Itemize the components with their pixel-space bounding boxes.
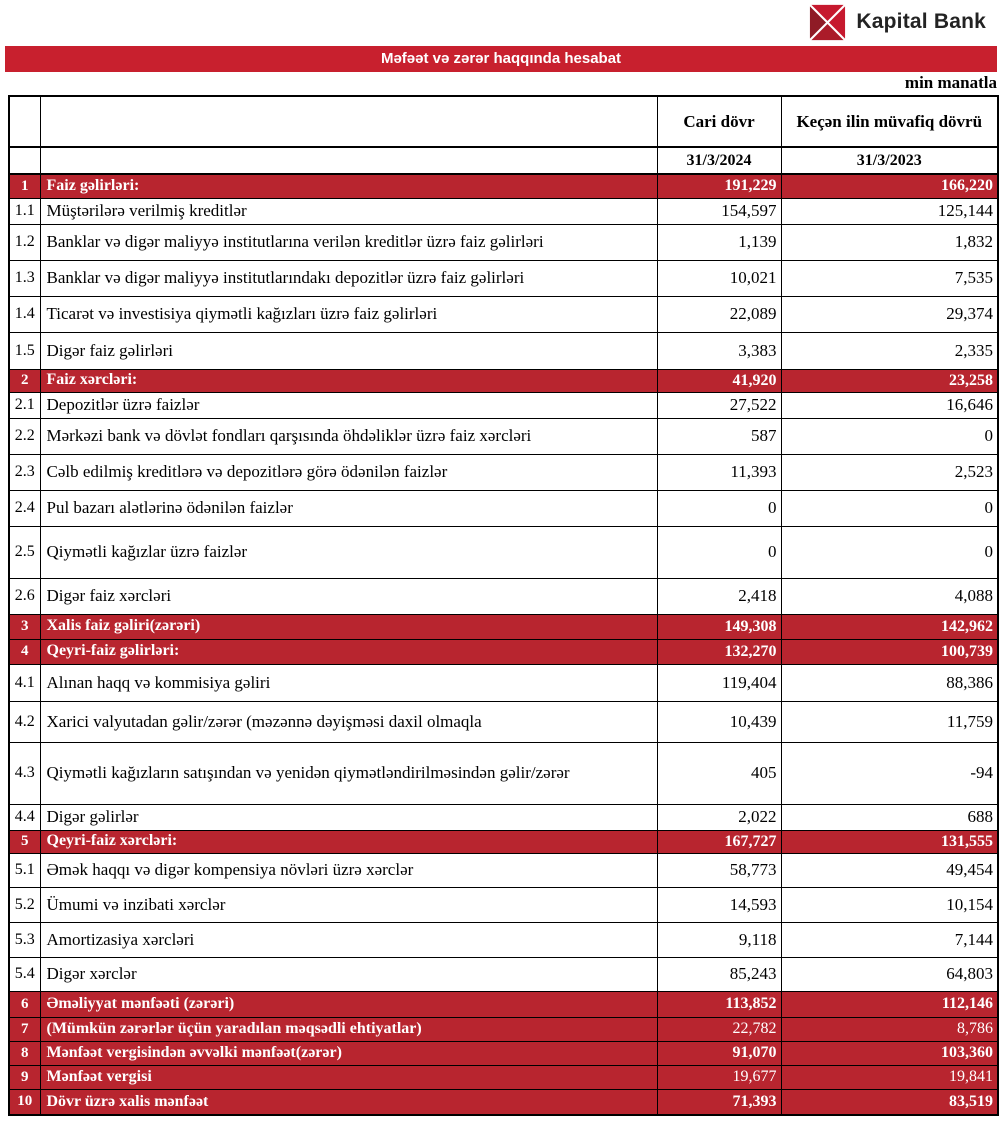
item-row <box>9 454 998 490</box>
value-previous: -94 <box>781 742 998 804</box>
item-row <box>9 392 998 418</box>
kapital-bank-logo-text: Kapital Bank <box>856 10 986 33</box>
value-previous: 100,739 <box>781 639 998 664</box>
value-current: 167,727 <box>657 830 781 853</box>
row-label: Pul bazarı alətlərinə ödənilən faizlər <box>40 490 657 526</box>
row-number: 8 <box>9 1041 40 1065</box>
row-number: 2.4 <box>9 490 40 526</box>
value-previous: 64,803 <box>781 957 998 991</box>
row-label: Amortizasiya xərcləri <box>40 922 657 957</box>
row-number: 1.5 <box>9 332 40 369</box>
row-label: Qiymətli kağızların satışından və yenidən qiymətləndirilməsindən gəlir/zərər <box>40 742 657 804</box>
item-row <box>9 887 998 922</box>
row-number: 4.1 <box>9 664 40 701</box>
row-number: 5.1 <box>9 853 40 887</box>
value-current: 149,308 <box>657 614 781 639</box>
row-label: Ticarət və investisiya qiymətli kağızları üzrə faiz gəlirləri <box>40 296 657 332</box>
value-previous: 142,962 <box>781 614 998 639</box>
value-current: 154,597 <box>657 198 781 224</box>
row-label: Digər gəlirlər <box>40 804 657 830</box>
value-previous: 131,555 <box>781 830 998 853</box>
value-current: 14,593 <box>657 887 781 922</box>
section-row <box>9 1041 998 1065</box>
value-current: 3,383 <box>657 332 781 369</box>
row-number: 2.6 <box>9 578 40 614</box>
value-current: 119,404 <box>657 664 781 701</box>
value-current: 113,852 <box>657 991 781 1017</box>
item-row <box>9 332 998 369</box>
row-number: 2.3 <box>9 454 40 490</box>
previous-period-header: Keçən ilin müvafiq dövrü <box>781 96 998 147</box>
corner-cell-empty <box>9 147 40 174</box>
row-number: 2.5 <box>9 526 40 578</box>
section-row <box>9 1089 998 1115</box>
section-row <box>9 639 998 664</box>
description-header-empty <box>40 96 657 147</box>
value-previous: 83,519 <box>781 1089 998 1115</box>
row-number: 4 <box>9 639 40 664</box>
value-current: 10,021 <box>657 260 781 296</box>
kapital-bank-logo-icon <box>809 4 846 41</box>
row-label: Əməliyyat mənfəəti (zərəri) <box>40 991 657 1017</box>
value-current: 9,118 <box>657 922 781 957</box>
item-row <box>9 260 998 296</box>
row-label: Banklar və digər maliyyə institutlarındakı depozitlər üzrə faiz gəlirləri <box>40 260 657 296</box>
row-number: 2.1 <box>9 392 40 418</box>
row-number: 4.2 <box>9 701 40 742</box>
row-label: Cəlb edilmiş kreditlərə və depozitlərə görə ödənilən faizlər <box>40 454 657 490</box>
row-number: 9 <box>9 1065 40 1089</box>
row-number: 4.4 <box>9 804 40 830</box>
row-label: Alınan haqq və kommisiya gəliri <box>40 664 657 701</box>
row-number: 1.4 <box>9 296 40 332</box>
date-header-row <box>9 147 998 174</box>
row-label: Xalis faiz gəliri(zərəri) <box>40 614 657 639</box>
current-period-header: Cari dövr <box>657 96 781 147</box>
value-previous: 23,258 <box>781 369 998 392</box>
section-row <box>9 1065 998 1089</box>
item-row <box>9 957 998 991</box>
row-label: Mənfəət vergisi <box>40 1065 657 1089</box>
value-previous: 125,144 <box>781 198 998 224</box>
section-row <box>9 1017 998 1041</box>
row-label: Faiz gəlirləri: <box>40 174 657 198</box>
value-current: 22,782 <box>657 1017 781 1041</box>
row-label: Dövr üzrə xalis mənfəət <box>40 1089 657 1115</box>
value-current: 41,920 <box>657 369 781 392</box>
value-current: 2,022 <box>657 804 781 830</box>
row-label: Ümumi və inzibati xərclər <box>40 887 657 922</box>
section-row <box>9 991 998 1017</box>
row-label: Qeyri-faiz xərcləri: <box>40 830 657 853</box>
row-number: 5.2 <box>9 887 40 922</box>
value-current: 85,243 <box>657 957 781 991</box>
value-current: 0 <box>657 490 781 526</box>
item-row <box>9 418 998 454</box>
row-number: 6 <box>9 991 40 1017</box>
row-number: 10 <box>9 1089 40 1115</box>
item-row <box>9 526 998 578</box>
row-label: Qeyri-faiz gəlirləri: <box>40 639 657 664</box>
row-number: 5.3 <box>9 922 40 957</box>
value-previous: 2,335 <box>781 332 998 369</box>
value-previous: 10,154 <box>781 887 998 922</box>
row-label: Faiz xərcləri: <box>40 369 657 392</box>
value-previous: 2,523 <box>781 454 998 490</box>
row-number: 1 <box>9 174 40 198</box>
section-row <box>9 830 998 853</box>
value-current: 58,773 <box>657 853 781 887</box>
value-previous: 19,841 <box>781 1065 998 1089</box>
row-label: Xarici valyutadan gəlir/zərər (məzənnə dəyişməsi daxil olmaqla <box>40 701 657 742</box>
item-row <box>9 742 998 804</box>
item-row <box>9 578 998 614</box>
row-number: 7 <box>9 1017 40 1041</box>
value-current: 2,418 <box>657 578 781 614</box>
row-number: 2 <box>9 369 40 392</box>
value-current: 132,270 <box>657 639 781 664</box>
value-previous: 688 <box>781 804 998 830</box>
section-row <box>9 369 998 392</box>
value-previous: 49,454 <box>781 853 998 887</box>
row-number: 2.2 <box>9 418 40 454</box>
value-previous: 8,786 <box>781 1017 998 1041</box>
value-previous: 29,374 <box>781 296 998 332</box>
value-previous: 166,220 <box>781 174 998 198</box>
current-period-date: 31/3/2024 <box>657 147 781 174</box>
value-previous: 0 <box>781 490 998 526</box>
row-number: 1.1 <box>9 198 40 224</box>
item-row <box>9 922 998 957</box>
value-current: 0 <box>657 526 781 578</box>
value-current: 22,089 <box>657 296 781 332</box>
row-label: (Mümkün zərərlər üçün yaradılan məqsədli ehtiyatlar) <box>40 1017 657 1041</box>
corner-cell-empty <box>9 96 40 147</box>
row-label: Banklar və digər maliyyə institutlarına verilən kreditlər üzrə faiz gəlirləri <box>40 224 657 260</box>
item-row <box>9 853 998 887</box>
value-current: 1,139 <box>657 224 781 260</box>
value-current: 405 <box>657 742 781 804</box>
value-previous: 1,832 <box>781 224 998 260</box>
item-row <box>9 701 998 742</box>
row-label: Mərkəzi bank və dövlət fondları qarşısında öhdəliklər üzrə faiz xərcləri <box>40 418 657 454</box>
value-previous: 4,088 <box>781 578 998 614</box>
item-row <box>9 804 998 830</box>
value-previous: 0 <box>781 526 998 578</box>
row-number: 5 <box>9 830 40 853</box>
row-number: 1.2 <box>9 224 40 260</box>
value-previous: 0 <box>781 418 998 454</box>
value-current: 10,439 <box>657 701 781 742</box>
row-label: Depozitlər üzrə faizlər <box>40 392 657 418</box>
unit-note: min manatla <box>904 73 997 92</box>
value-current: 71,393 <box>657 1089 781 1115</box>
item-row <box>9 198 998 224</box>
item-row <box>9 664 998 701</box>
row-label: Mənfəət vergisindən əvvəlki mənfəət(zərər) <box>40 1041 657 1065</box>
section-row <box>9 174 998 198</box>
item-row <box>9 490 998 526</box>
row-label: Əmək haqqı və digər kompensiya növləri üzrə xərclər <box>40 853 657 887</box>
value-current: 27,522 <box>657 392 781 418</box>
report-title: Məfəət və zərər haqqında hesabat <box>380 50 622 67</box>
row-number: 4.3 <box>9 742 40 804</box>
row-number: 5.4 <box>9 957 40 991</box>
report-title-banner <box>5 46 997 72</box>
row-label: Digər faiz xərcləri <box>40 578 657 614</box>
value-previous: 7,535 <box>781 260 998 296</box>
value-current: 11,393 <box>657 454 781 490</box>
value-previous: 112,146 <box>781 991 998 1017</box>
value-current: 191,229 <box>657 174 781 198</box>
row-label: Müştərilərə verilmiş kreditlər <box>40 198 657 224</box>
row-label: Digər faiz gəlirləri <box>40 332 657 369</box>
item-row <box>9 224 998 260</box>
profit-loss-table <box>8 95 999 1116</box>
row-number: 3 <box>9 614 40 639</box>
value-previous: 16,646 <box>781 392 998 418</box>
description-date-empty <box>40 147 657 174</box>
value-previous: 11,759 <box>781 701 998 742</box>
column-header-row <box>9 96 998 147</box>
value-previous: 103,360 <box>781 1041 998 1065</box>
value-previous: 88,386 <box>781 664 998 701</box>
page-header <box>0 0 1000 44</box>
value-current: 91,070 <box>657 1041 781 1065</box>
value-current: 19,677 <box>657 1065 781 1089</box>
item-row <box>9 296 998 332</box>
row-label: Digər xərclər <box>40 957 657 991</box>
section-row <box>9 614 998 639</box>
value-previous: 7,144 <box>781 922 998 957</box>
previous-period-date: 31/3/2023 <box>781 147 998 174</box>
row-label: Qiymətli kağızlar üzrə faizlər <box>40 526 657 578</box>
row-number: 1.3 <box>9 260 40 296</box>
value-current: 587 <box>657 418 781 454</box>
kapital-bank-logo <box>809 4 986 41</box>
